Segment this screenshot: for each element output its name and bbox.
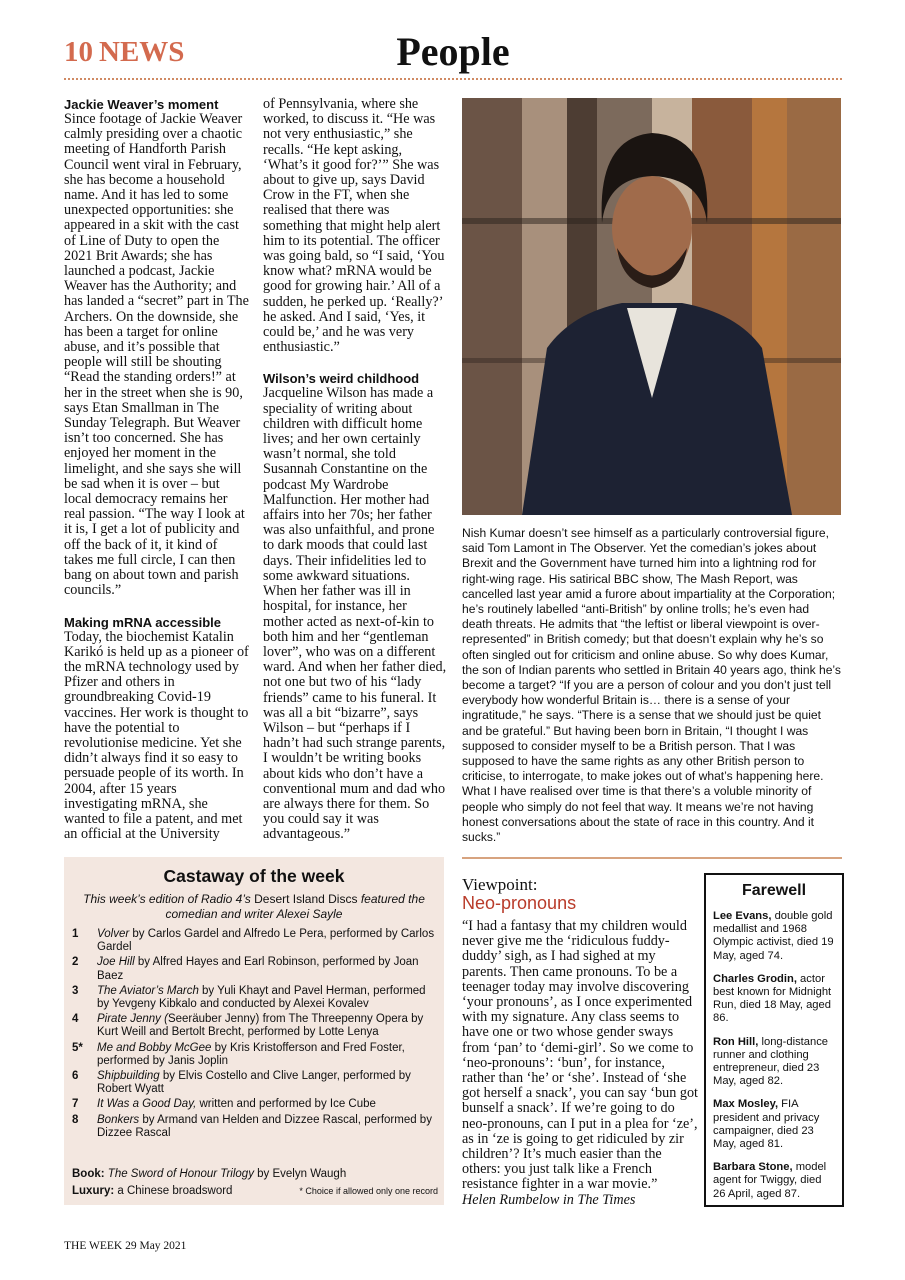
- record-number: 6: [72, 1070, 79, 1083]
- obituary-name: Barbara Stone,: [713, 1161, 793, 1174]
- castaway-book: [72, 1168, 346, 1180]
- record-title: Shipbuilding: [97, 1070, 160, 1083]
- record-item: [72, 985, 437, 1011]
- record-number: 4: [72, 1013, 79, 1026]
- record-item: [72, 1098, 437, 1111]
- obituary-entry: [713, 910, 834, 963]
- obituary-entry: [713, 1161, 834, 1201]
- column-left: [64, 97, 249, 842]
- obituary-entry: [713, 1036, 834, 1089]
- record-details: written and performed by Ice Cube: [196, 1098, 376, 1111]
- obituary-desc: model agent for Twiggy, died 26 April, aged 87.: [713, 1161, 827, 1200]
- record-item: [72, 1114, 437, 1140]
- obituary-name: Charles Grodin,: [713, 972, 797, 985]
- obituary-entry: [713, 973, 834, 1026]
- book-title: The Sword of Honour Trilogy: [107, 1168, 254, 1180]
- mrna-continued: of Pennsylvania, where she worked, to discuss it. “He was not very enthusiastic,” she recalls. “He kept asking, ‘What’s it good for?’” She was about to give up, says David Crow in the FT, when she realised that there was something that might help alert him to its potential. The officer was going bald, so “I said, ‘You know what? mRNA would be good for growing hair.’ All of a sudden, he perked up. ‘Really?’ he asked. And I said, ‘Yes, it could be,’ and he was very enthusiastic.”: [263, 96, 445, 356]
- viewpoint-title: Neo-pronouns: [462, 893, 577, 913]
- obituary-desc: double gold medallist and 1968 Olympic activist, died 19 May, aged 74.: [713, 910, 834, 962]
- record-item: [72, 1042, 437, 1068]
- record-details: by Carlos Gardel and Alfredo Le Pera, performed by Carlos Gardel: [97, 928, 435, 954]
- viewpoint-body: [462, 919, 698, 1208]
- obituary-desc: actor best known for Midnight Run, died 18 May, aged 86.: [713, 972, 832, 1025]
- castaway-intro-b: Desert Island Discs: [254, 892, 358, 906]
- wilson-text: Jacqueline Wilson has made a speciality of writing about children with difficult home lives; and her own certainly wasn’t normal, she told Susannah Constantine on the podcast My Wardrobe Malfunction. Her mother had affairs into her 70s; her father was also unfaithful, and prone to dark moods that could last days. Their infidelities led to some awkward situations. When her father was ill in hospital, for instance, her mother acted as next-of-kin to both him and her “gentleman lover”, who was on a different ward. And when her father died, not one but two of his “lady friends” came to his funeral. It was all a bit “bizarre”, says Wilson – but “perhaps if I hadn’t had such strange parents, I wouldn’t be writing books about kids who don’t have a conventional mum and dad who are always there for them. So you could say it was advantageous.”: [263, 385, 447, 843]
- castaway-intro-a: This week’s edition of Radio 4’s: [83, 892, 255, 906]
- obituary-desc: FIA president and privacy campaigner, died 23 May, aged 81.: [713, 1098, 820, 1151]
- viewpoint-text: “I had a fantasy that my children would never give me the ‘ridiculous fuddy-duddy’ sigh, as I had sighed at my parents. Then came pronouns. To be a teenager today may involve discovering ‘your pronouns’, as I once experimented with my signature. Any class seems to have one or two whose gender sways from ‘pan’ to ‘demi-girl’. So we come to ‘neo-pronouns’: ‘bun’, for instance, rather than ‘he’ or ‘she’. Instead of ‘she got herself a snack’, you can say ‘bun got bunself a snack’. If we’re going to do neo-pronouns, can I put in a plea for ‘ze’, as in ‘ze is going to get ridiculed by zir children’? It’s much easier than the others: you just talk like a French resistance fighter in a war movie.”: [462, 918, 698, 1193]
- luxury-label: Luxury:: [72, 1185, 115, 1197]
- portrait-photo: [462, 98, 841, 515]
- viewpoint-attribution: Helen Rumbelow in The Times: [462, 1191, 636, 1208]
- castaway-record-list: [72, 928, 437, 1142]
- record-details: Seeräuber Jenny) from The Threepenny Opera by Kurt Weill and Bertolt Brecht, performed by Lotte Lenya: [97, 1013, 424, 1039]
- viewpoint-label: Viewpoint:: [462, 875, 538, 894]
- record-details: by Armand van Helden and Dizzee Rascal, performed by Dizzee Rascal: [97, 1113, 432, 1139]
- castaway-intro: [74, 892, 434, 922]
- section-divider: [462, 857, 842, 859]
- record-title: The Aviator’s March: [97, 984, 199, 997]
- farewell-title: Farewell: [741, 882, 807, 899]
- castaway-title: Castaway of the week: [163, 866, 345, 886]
- castaway-box: [64, 857, 444, 1205]
- record-details: by Yuli Khayt and Pavel Herman, performed by Yevgeny Kibkalo and conducted by Alexei Kovalev: [97, 984, 426, 1011]
- record-number: 8: [72, 1113, 79, 1126]
- record-title: Pirate Jenny (: [97, 1013, 168, 1026]
- obituary-entry: [713, 1098, 834, 1151]
- record-number: 7: [72, 1098, 79, 1111]
- record-number: 2: [72, 956, 79, 969]
- book-label: Book:: [72, 1168, 105, 1180]
- luxury-value: a Chinese broadsword: [114, 1185, 233, 1197]
- record-details: by Kris Kristofferson and Fred Foster, performed by Janis Joplin: [97, 1041, 405, 1067]
- record-number: 5*: [72, 1041, 83, 1054]
- record-number: 3: [72, 984, 79, 997]
- record-title: Joe Hill: [97, 956, 135, 969]
- record-title: Volver: [97, 928, 130, 940]
- obituary-name: Max Mosley,: [713, 1098, 779, 1111]
- weaver-text: Since footage of Jackie Weaver calmly presiding over a chaotic meeting of Handforth Parish Council went viral in February, she has become a household name. And it has led to some unexpected opportunities: she appeared in a skit with the cast of Line of Duty to open the 2021 Brit Awards; she has launched a podcast, Jackie Weaver has the Authority; and has landed a “secret” part in The Archers. On the downside, she has been a target for online abuse, and it’s possible that people will still be shouting “Read the standing orders!” at her in the street when she is 90, says Etan Smallman in The Sunday Telegraph. But Weaver isn’t too concerned. She has enjoyed her moment in the limelight, and she says she will be sad when it is over – but local democracy remains her real passion. “The way I look at it is, I get a lot of publicity and off the back of it, it kind of takes me full circle, I can then bang on about town and parish councils.”: [64, 111, 249, 599]
- record-title: Bonkers: [97, 1113, 140, 1126]
- page-title: People: [396, 29, 510, 74]
- mrna-text: Today, the biochemist Katalin Karikó is held up as a pioneer of the mRNA technology used by Pfizer and others in groundbreaking Covid-19 vaccines. Her work is thought to have the potential to revolutionise medicine. Yet she didn’t always find it so easy to persuade people of its worth. In 2004, after 15 years investigating mRNA, she wanted to file a patent, and met an official at the University: [64, 628, 249, 843]
- castaway-intro-c: featured the comedian and writer Alexei Sayle: [165, 892, 425, 921]
- portrait-illustration: [462, 98, 841, 515]
- record-item: [72, 956, 437, 982]
- record-title: Me and Bobby McGee: [97, 1041, 212, 1054]
- photo-caption: [462, 526, 842, 845]
- record-item: [72, 928, 437, 954]
- header-divider: [64, 78, 842, 80]
- page-number: 10: [64, 36, 93, 68]
- section-name: NEWS: [99, 36, 185, 68]
- record-title: It Was a Good Day,: [97, 1098, 197, 1111]
- record-item: [72, 1070, 437, 1096]
- page-header: [64, 30, 842, 80]
- mrna-heading: Making mRNA accessible: [64, 614, 222, 630]
- obituary-name: Lee Evans,: [713, 910, 772, 922]
- page-footer: THE WEEK 29 May 2021: [64, 1240, 187, 1252]
- weaver-heading: Jackie Weaver’s moment: [64, 97, 219, 112]
- obituary-desc: long-distance runner and clothing entrepreneur, died 23 May, aged 82.: [713, 1035, 829, 1088]
- book-author: by Evelyn Waugh: [253, 1168, 347, 1180]
- record-details: by Elvis Costello and Clive Langer, performed by Robert Wyatt: [97, 1070, 411, 1096]
- record-item: [72, 1013, 437, 1039]
- record-details: by Alfred Hayes and Earl Robinson, performed by Joan Baez: [97, 956, 419, 982]
- record-number: 1: [72, 928, 79, 940]
- wilson-heading: Wilson’s weird childhood: [263, 371, 420, 387]
- castaway-luxury: [72, 1185, 232, 1197]
- castaway-footnote: * Choice if allowed only one record: [299, 1186, 438, 1196]
- farewell-box: [704, 873, 844, 1207]
- caption-text: Nish Kumar doesn’t see himself as a particularly controversial figure, said Tom Lamont in The Observer. Yet the comedian’s jokes about Brexit and the Government have turned him into a lightning rod for right-wing rage. His satirical BBC show, The Mash Report, was cancelled last year amid a furore about impartiality at the Corporation; he’s routinely labelled “anti-British” by online trolls; he’s even had death threats. He admits that “the leftist or liberal viewpoint is over-represented” in British comedy; but that doesn’t explain why he’s so often singled out for criticism and online abuse. So why does Kumar, the son of Indian parents who settled in Britain 40 years ago, think he’s become a target? “If you are a person of colour and you don’t just tell everybody how wonderful Britain is… there is a sense of your ingratitude,” he says. “There is a sense that we should just be quiet and be grateful.” But having been born in Britain, “I thought I was supposed to consider myself to be a British person. That I was supposed to have the same rights as any other British person to criticise, to interrogate, to make jokes out of what’s happening here. What I have realised over time is that there’s a voluble minority of people who simply do not feel that way. It means we’re not having honest conversations about the state of race in this country. And it sucks.”: [462, 526, 841, 845]
- column-middle: [263, 97, 447, 843]
- obituary-name: Ron Hill,: [713, 1035, 759, 1048]
